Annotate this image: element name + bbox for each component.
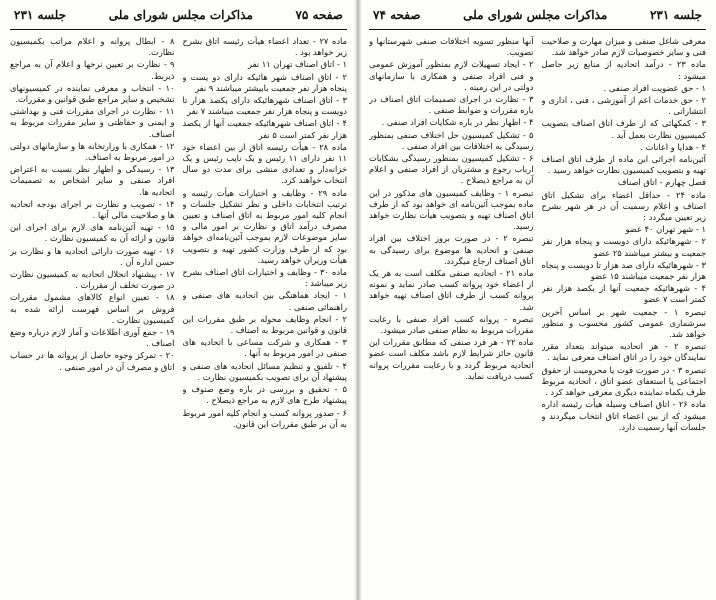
paragraph: فصل چهارم - اتاق اصناف bbox=[617, 177, 706, 188]
left-page bbox=[0, 0, 357, 600]
text-column-right bbox=[542, 36, 707, 596]
paragraph: ۸ - ابطال پروانه و اعلام مراتب بکمیسیون نظارت. bbox=[10, 36, 175, 58]
page-number: صفحه ۷۵ bbox=[295, 8, 343, 22]
paragraph: معرفی شاغل صنفی و میزان مهارت و صلاحیت فنی و سایر خصوصیات لازم صادر خواهد شد. bbox=[541, 36, 706, 58]
paragraph: ۱۱ - نظارت در اجرای مقررات فنی و بهداشتی و ایمنی و حفاظتی و سایر مقررات مربوط به اصناف. bbox=[10, 106, 175, 139]
paragraph: ماده ۲۶ - اتاق اصناف وسیله هیأت رئیسه اداره میشود که از بین اعضاء اتاق انتخاب میگردند و جلسات آنها رسمیت دارد. bbox=[541, 399, 706, 432]
paragraph: تبصره - پروانه کسب افراد صنفی با رعایت مقررات مربوط به نظام صنفی صادر میشود. bbox=[369, 313, 534, 336]
paragraph: ماده ۲۸ - هیأت رئیسه اتاق از بین اعضاء خود ۱۱ نفر دارای ۱۱ رئیس و یک نایب رئیس و یک خزانه‌دار و تعدادی منشی برای مدت دو سال انتخاب خواهند کرد. bbox=[182, 141, 347, 186]
paragraph: ماده ۲۴ - حداقل اعضاء برای تشکیل اتاق اصناف و اعلام رسمیت آن در هر شهر بشرح زیر تعیین میگردد : bbox=[541, 189, 706, 223]
paragraph: ۱۴ - تصویب و نظارت بر اجرای بودجه اتحادیه ها و صلاحیت مالی آنها . bbox=[10, 198, 175, 221]
text-columns bbox=[369, 36, 706, 596]
paragraph: تبصره ۲ - در صورت بروز اختلاف بین افراد صنفی و اتحادیه ها موضوع برای رسیدگی به اتاق اصناف ارجاع میگردد. bbox=[369, 233, 534, 266]
paragraph: ۵ - تحقیق و بررسی در باره وضع صنوف و پیشنهاد طرح های لازم به مراجع ذیصلاح . bbox=[182, 384, 347, 406]
paragraph: ۴ - شهرهائیکه جمعیت آنها از یکصد هزار نفر کمتر است ۷ عضو bbox=[541, 283, 706, 305]
paragraph: ۱۹ - جمع آوری اطلاعات و آمار لازم درباره وضع اصناف . bbox=[10, 327, 175, 349]
paragraph: ۱۳ - رسیدگی و اظهار نظر نسبت به اعتراض افراد صنفی و سایر اشخاص به تصمیمات اتحادیه ها. bbox=[10, 164, 175, 197]
running-title: مذاکرات مجلس شورای ملی bbox=[463, 8, 608, 22]
paragraph: ماده ۲۳ - درآمد اتحادیه از منابع زیر حاصل میشود : bbox=[541, 59, 706, 81]
paragraph: ۳ - کمکهائی که از طرف اتاق اصناف بتصویب کمیسیون نظارت بعمل آید . bbox=[541, 118, 706, 140]
paragraph: ۲۰ - تمرکز وجوه حاصل از پروانه ها در حساب اتاق و مصرف آن در امور صنفی . bbox=[10, 350, 175, 372]
paragraph: تبصره ۳ - در صورت فوت یا محرومیت از حقوق اجتماعی یا استعفای عضو اتاق ، اتحادیه مربوط ظرف یکماه نماینده دیگری معرفی خواهد کرد . bbox=[541, 364, 706, 398]
paragraph: ۶ - صدور پروانه کسب و انجام کلیه امور مربوط به آن بر طبق مقررات این قانون. bbox=[182, 407, 347, 429]
paragraph: ۱۲ - همکاری با وزارتخانه ها و سازمانهای دولتی در امور مربوط به اصناف. bbox=[10, 140, 175, 163]
paragraph: ۲ - حق خدمات اعم از آموزشی ، فنی ، اداری و انتشاراتی . bbox=[541, 95, 706, 117]
right-page bbox=[359, 0, 716, 600]
text-column-left bbox=[10, 36, 175, 596]
paragraph: ۲ - انجام وظایف محوله بر طبق مقررات این قانون و قوانین مربوط به اصناف . bbox=[182, 313, 347, 336]
paragraph: ۲ - ایجاد تسهیلات لازم بمنظور آموزش عمومی و فنی افراد صنفی و همکاری با سازمانهای دولتی در این زمینه . bbox=[369, 59, 534, 92]
page-number: صفحه ۷۴ bbox=[373, 8, 421, 22]
paragraph: ۱۰ - انتخاب و معرفی نماینده در کمیسیونهای تشخیص و سایر مراجع طبق قوانین و مقررات. bbox=[10, 82, 175, 105]
paragraph: ماده ۳۰ - وظایف و اختیارات اتاق اصناف بشرح زیر میباشد : bbox=[182, 267, 347, 289]
paragraph: ۱۷ - پیشنهاد انحلال اتحادیه به کمیسیون نظارت در صورت تخلف از مقررات . bbox=[10, 269, 175, 291]
paragraph: ماده ۲۲ - هر فرد صنفی که مطابق مقررات این قانون حائز شرایط لازم باشد مکلف است عضو اتحادیه مربوط گردد و با رعایت مقررات پروانه کسب دریافت نماید. bbox=[369, 337, 534, 381]
page-header bbox=[10, 6, 347, 30]
paragraph: ۹ - نظارت بر تعیین نرخها و اعلام آن به مراجع ذیربط. bbox=[10, 59, 175, 81]
paragraph: تبصره ۱ - جمعیت شهر بر اساس آخرین سرشماری عمومی کشور محسوب و منظور خواهد شد. bbox=[541, 306, 706, 340]
paragraph: ۴ - اظهار نظر در باره شکایات افراد صنفی . bbox=[381, 117, 534, 128]
paragraph: ۴ - تلفیق و تنظیم مسائل اتحادیه های صنفی و پیشنهاد آن برای تصویب بکمیسیون نظارت . bbox=[182, 360, 347, 382]
paragraph: آئین‌نامه اجرائی این ماده از طرف اتاق اصناف تهیه و بتصویب کمیسیون نظارت خواهد رسید . bbox=[541, 154, 706, 176]
paragraph: تبصره ۱ - وظایف کمیسیون های مذکور در این ماده بموجب آئین‌نامه ای خواهد بود که از طرف اتاق اصناف تهیه و بتصویب هیأت نظارت خواهد رسید. bbox=[369, 187, 534, 232]
running-title: مذاکرات مجلس شورای ملی bbox=[108, 8, 253, 22]
paragraph: ۱۸ - تعیین انواع کالاهای مشمول مقررات فروش بر اساس فهرست ارائه شده به کمیسیون نظارت . bbox=[10, 292, 175, 325]
text-column-left bbox=[369, 36, 534, 596]
paragraph: ۱ - ایجاد هماهنگی بین اتحادیه های صنفی و راهنمائی صنفی . bbox=[182, 290, 347, 312]
paragraph: ۴ - هدایا و اعانات . bbox=[640, 141, 706, 152]
paragraph: ۱۵ - تهیه آئین‌نامه های لازم برای اجرای این قانون و ارائه آن به کمیسیون نظارت . bbox=[10, 222, 175, 244]
text-columns bbox=[10, 36, 347, 596]
session-number: جلسه ۲۳۱ bbox=[649, 8, 702, 22]
paragraph: ۱ - اتاق اصناف تهران ۱۱ نفر bbox=[248, 59, 347, 70]
paragraph: ۱۶ - تهیه صورت دارائی اتحادیه ها و نظارت بر حسن اداره آن . bbox=[10, 245, 175, 267]
paragraph: ۴ - اتاق اصناف شهرهائیکه جمعیت آنها از یکصد هزار نفر کمتر است ۵ نفر bbox=[182, 118, 347, 140]
paragraph: ماده ۲۱ - اتحادیه صنفی مکلف است به هر یک از اعضاء خود پروانه کسب صادر نماید و نمونه پروانه کسب از طرف اتاق اصناف تهیه خواهد شد. bbox=[369, 268, 534, 312]
paragraph: تبصره ۲ - هر اتحادیه میتواند بتعداد مقرر نمایندگان خود را در اتاق اصناف معرفی نماید . bbox=[541, 341, 706, 363]
paragraph: ۲ - اتاق اصناف شهر هائیکه دارای دو یست و پنجاه هزار نفر جمعیت بابیشتر میباشند ۹ نفر bbox=[182, 71, 347, 93]
paragraph: ۳ - نظارت در اجرای تصمیمات اتاق اصناف در باره مقررات و ضوابط صنفی . bbox=[369, 94, 534, 116]
paragraph: ماده ۲۹ - وظایف و اختیارات هیأت رئیسه و ترتیب انتخابات داخلی و نظر تشکیل جلسات و انجام کلیه امور مربوط به اتاق اصناف و تعیین مصرف درآمد اتاق و نظارت بر امور مالی و سایر موضوعات لازم بموجب آئین‌نامه‌ای خواهد بود که از طرف وزارت کشور تهیه و بتصویب هیأت وزیران خواهد رسید. bbox=[182, 187, 347, 265]
paragraph: ۶ - تشکیل کمیسیون بمنظور رسیدگی بشکایات ارباب رجوع و مشتریان از افراد صنفی و اعلام آن به مراجع ذیصلاح . bbox=[369, 153, 534, 186]
paragraph: آنها منظور تسویه اختلافات صنفی شهرستانها و تصویب. bbox=[369, 36, 534, 58]
text-column-right bbox=[183, 36, 348, 596]
paragraph: ۱ - حق عضویت افراد صنفی . bbox=[603, 82, 706, 93]
page-header bbox=[369, 6, 706, 30]
paragraph: ۵ - تشکیل کمیسیون حل اختلاف صنفی بمنظور رسیدگی به اختلافات بین افراد صنفی . bbox=[369, 129, 534, 151]
session-number: جلسه ۲۳۱ bbox=[14, 8, 67, 22]
paragraph: ۳ - همکاری و شرکت مساعی با اتحادیه های صنفی در امور مربوط به آنها . bbox=[182, 337, 347, 359]
paragraph: ۲ - شهرهائیکه دارای دویست و پنجاه هزار نفر جمعیت و بیشتر میباشند ۲۵ عضو bbox=[541, 236, 706, 258]
paragraph: ۱ - شهر تهران ۴۰ عضو bbox=[625, 224, 706, 235]
paragraph: ۳ - اتاق اصناف شهرهائیکه دارای یکصد هزار تا دویست و پنجاه هزار نفر جمعیت میباشند ۷ نفر bbox=[182, 95, 347, 117]
paragraph: ماده ۲۷ - تعداد اعضاء هیأت رئیسه اتاق بشرح زیر خواهد بود . bbox=[182, 36, 347, 58]
paragraph: ۳ - شهرهائیکه دارای صد هزار تا دویست و پنجاه هزار نفر جمعیت میباشند ۱۵ عضو bbox=[541, 259, 706, 282]
